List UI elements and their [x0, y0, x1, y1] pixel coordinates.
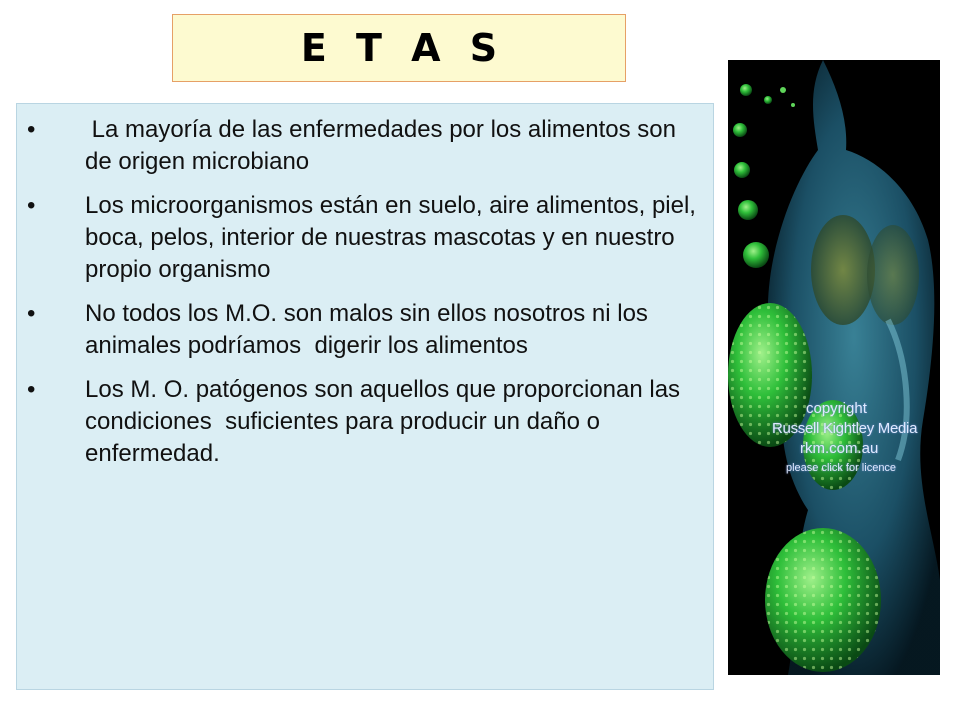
lung-right: [867, 225, 919, 325]
watermark-line: copyright: [806, 400, 867, 417]
bullet-item: [17, 374, 697, 470]
body-virus-artwork: [728, 60, 940, 675]
bullet-text: La mayoría de las enfermedades por los alimentos son de origen microbiano: [85, 116, 683, 175]
watermark-line: rkm.com.au: [800, 440, 879, 457]
bullet-text: Los microorganismos están en suelo, aire alimentos, piel, boca, pelos, interior de nuestras mascotas y en nuestro propio organismo: [85, 192, 696, 283]
bullet-item: [17, 114, 697, 178]
bullet-icon: •: [27, 116, 36, 143]
bullet-icon: •: [27, 192, 36, 219]
virus-small: [764, 96, 772, 104]
content-box: [16, 103, 714, 690]
lung-left: [811, 215, 875, 325]
title-box: [172, 14, 626, 82]
bullet-item: [17, 190, 697, 286]
bullet-text: No todos los M.O. son malos sin ellos nosotros ni los animales podríamos digerir los alimentos: [85, 300, 655, 359]
virus-small: [738, 200, 758, 220]
microbe-illustration: [728, 60, 940, 675]
bullet-item: [17, 298, 697, 362]
virus-small: [733, 123, 747, 137]
bullet-list: [17, 114, 697, 482]
bullet-icon: •: [27, 300, 36, 327]
watermark-line: Russell Kightley Media: [772, 420, 918, 437]
slide-title: E T A S: [300, 26, 506, 70]
bullet-text: Los M. O. patógenos son aquellos que proporcionan las condiciones suficientes para producir un daño o enfermedad.: [85, 376, 687, 467]
watermark-line: please click for licence: [786, 462, 897, 474]
virus-small: [740, 84, 752, 96]
virus-small: [743, 242, 769, 268]
bullet-icon: •: [27, 376, 36, 403]
virus-small: [780, 87, 786, 93]
virus-small: [791, 103, 795, 107]
virus-small: [734, 162, 750, 178]
